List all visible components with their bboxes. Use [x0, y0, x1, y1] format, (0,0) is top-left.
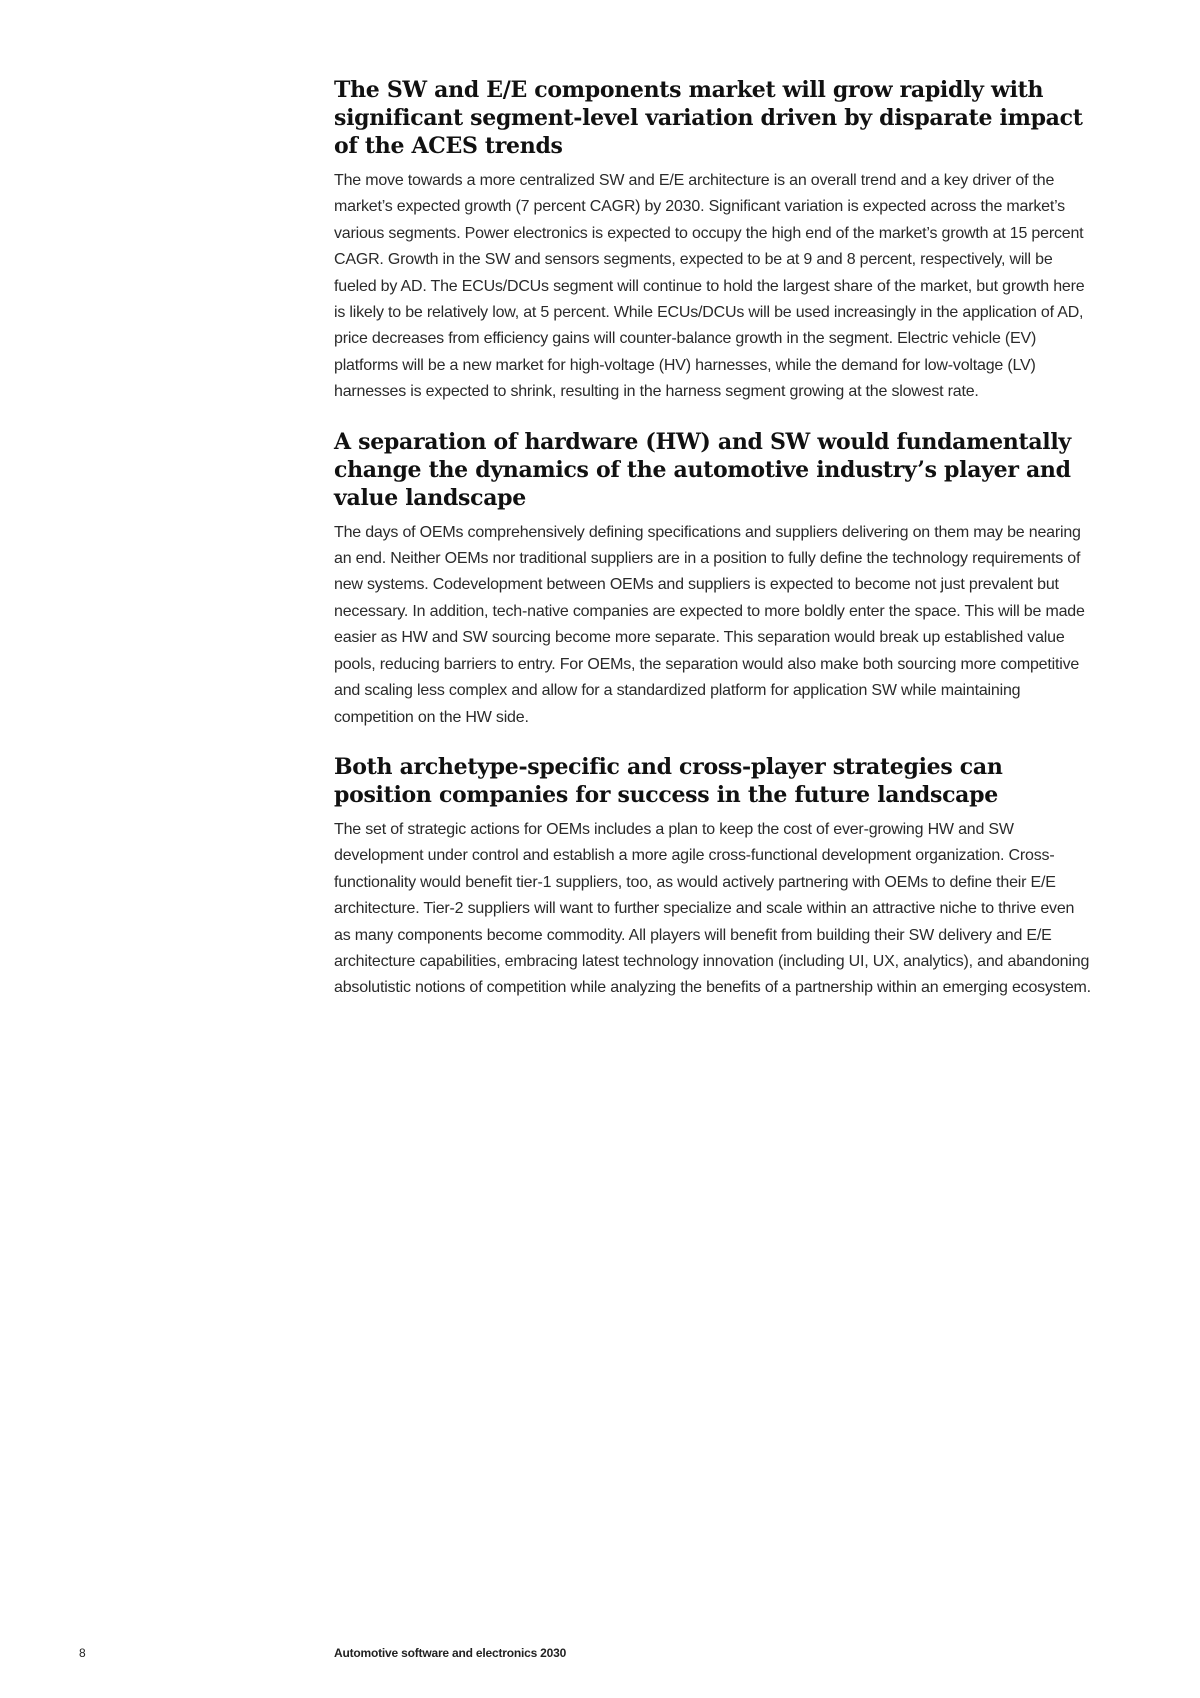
section-hw-sw-separation: [334, 428, 1094, 731]
section-body: The set of strategic actions for OEMs includes a plan to keep the cost of ever-growing HW and SW development under control and establish a more agile cross-functional development organization. Cross-functionality would benefit tier-1 suppliers, too, as would actively partnering with OEMs to define their E/E architecture. Tier-2 suppliers will want to further specialize and scale within an attractive niche to thrive even as many components become commodity. All players will benefit from building their SW delivery and E/E architecture capabilities, embracing latest technology innovation (including UI, UX, analytics), and abandoning absolutistic notions of competition while analyzing the benefits of a partnership within an emerging ecosystem.: [334, 820, 1091, 997]
section-heading: A separation of hardware (HW) and SW would fundamentally change the dynamics of the automotive industry’s player and value landscape: [334, 428, 1071, 511]
section-strategies: [334, 753, 1094, 1002]
section-body: The move towards a more centralized SW and E/E architecture is an overall trend and a key driver of the market’s expected growth (7 percent CAGR) by 2030. Significant variation is expected across the market’s various segments. Power electronics is expected to occupy the high end of the market’s growth at 15 percent CAGR. Growth in the SW and sensors segments, expected to be at 9 and 8 percent, respectively, will be fueled by AD. The ECUs/DCUs segment will continue to hold the largest share of the market, but growth here is likely to be relatively low, at 5 percent. While ECUs/DCUs will be used increasingly in the application of AD, price decreases from efficiency gains will counter-balance growth in the segment. Electric vehicle (EV) platforms will be a new market for high-voltage (HV) harnesses, while the demand for low-voltage (LV) harnesses is expected to shrink, resulting in the harness segment growing at the slowest rate.: [334, 172, 1085, 401]
section-heading: Both archetype-specific and cross-player strategies can position companies for success in the future landscape: [334, 753, 1003, 808]
page-content: [334, 76, 1094, 1024]
page-number: 8: [79, 1646, 86, 1660]
section-body: The days of OEMs comprehensively defining specifications and suppliers delivering on them may be nearing an end. Neither OEMs nor traditional suppliers are in a position to fully define the technology requirements of new systems. Codevelopment between OEMs and suppliers is expected to become not just prevalent but necessary. In addition, tech-native companies are expected to more boldly enter the space. This will be made easier as HW and SW sourcing become more separate. This separation would break up established value pools, reducing barriers to entry. For OEMs, the separation would also make both sourcing more competitive and scaling less complex and allow for a standardized platform for application SW while maintaining competition on the HW side.: [334, 523, 1085, 726]
section-heading: The SW and E/E components market will grow rapidly with significant segment-level variation driven by disparate impact of the ACES trends: [334, 77, 1083, 159]
section-market-growth: [334, 76, 1094, 406]
footer-document-title: Automotive software and electronics 2030: [334, 1646, 567, 1660]
